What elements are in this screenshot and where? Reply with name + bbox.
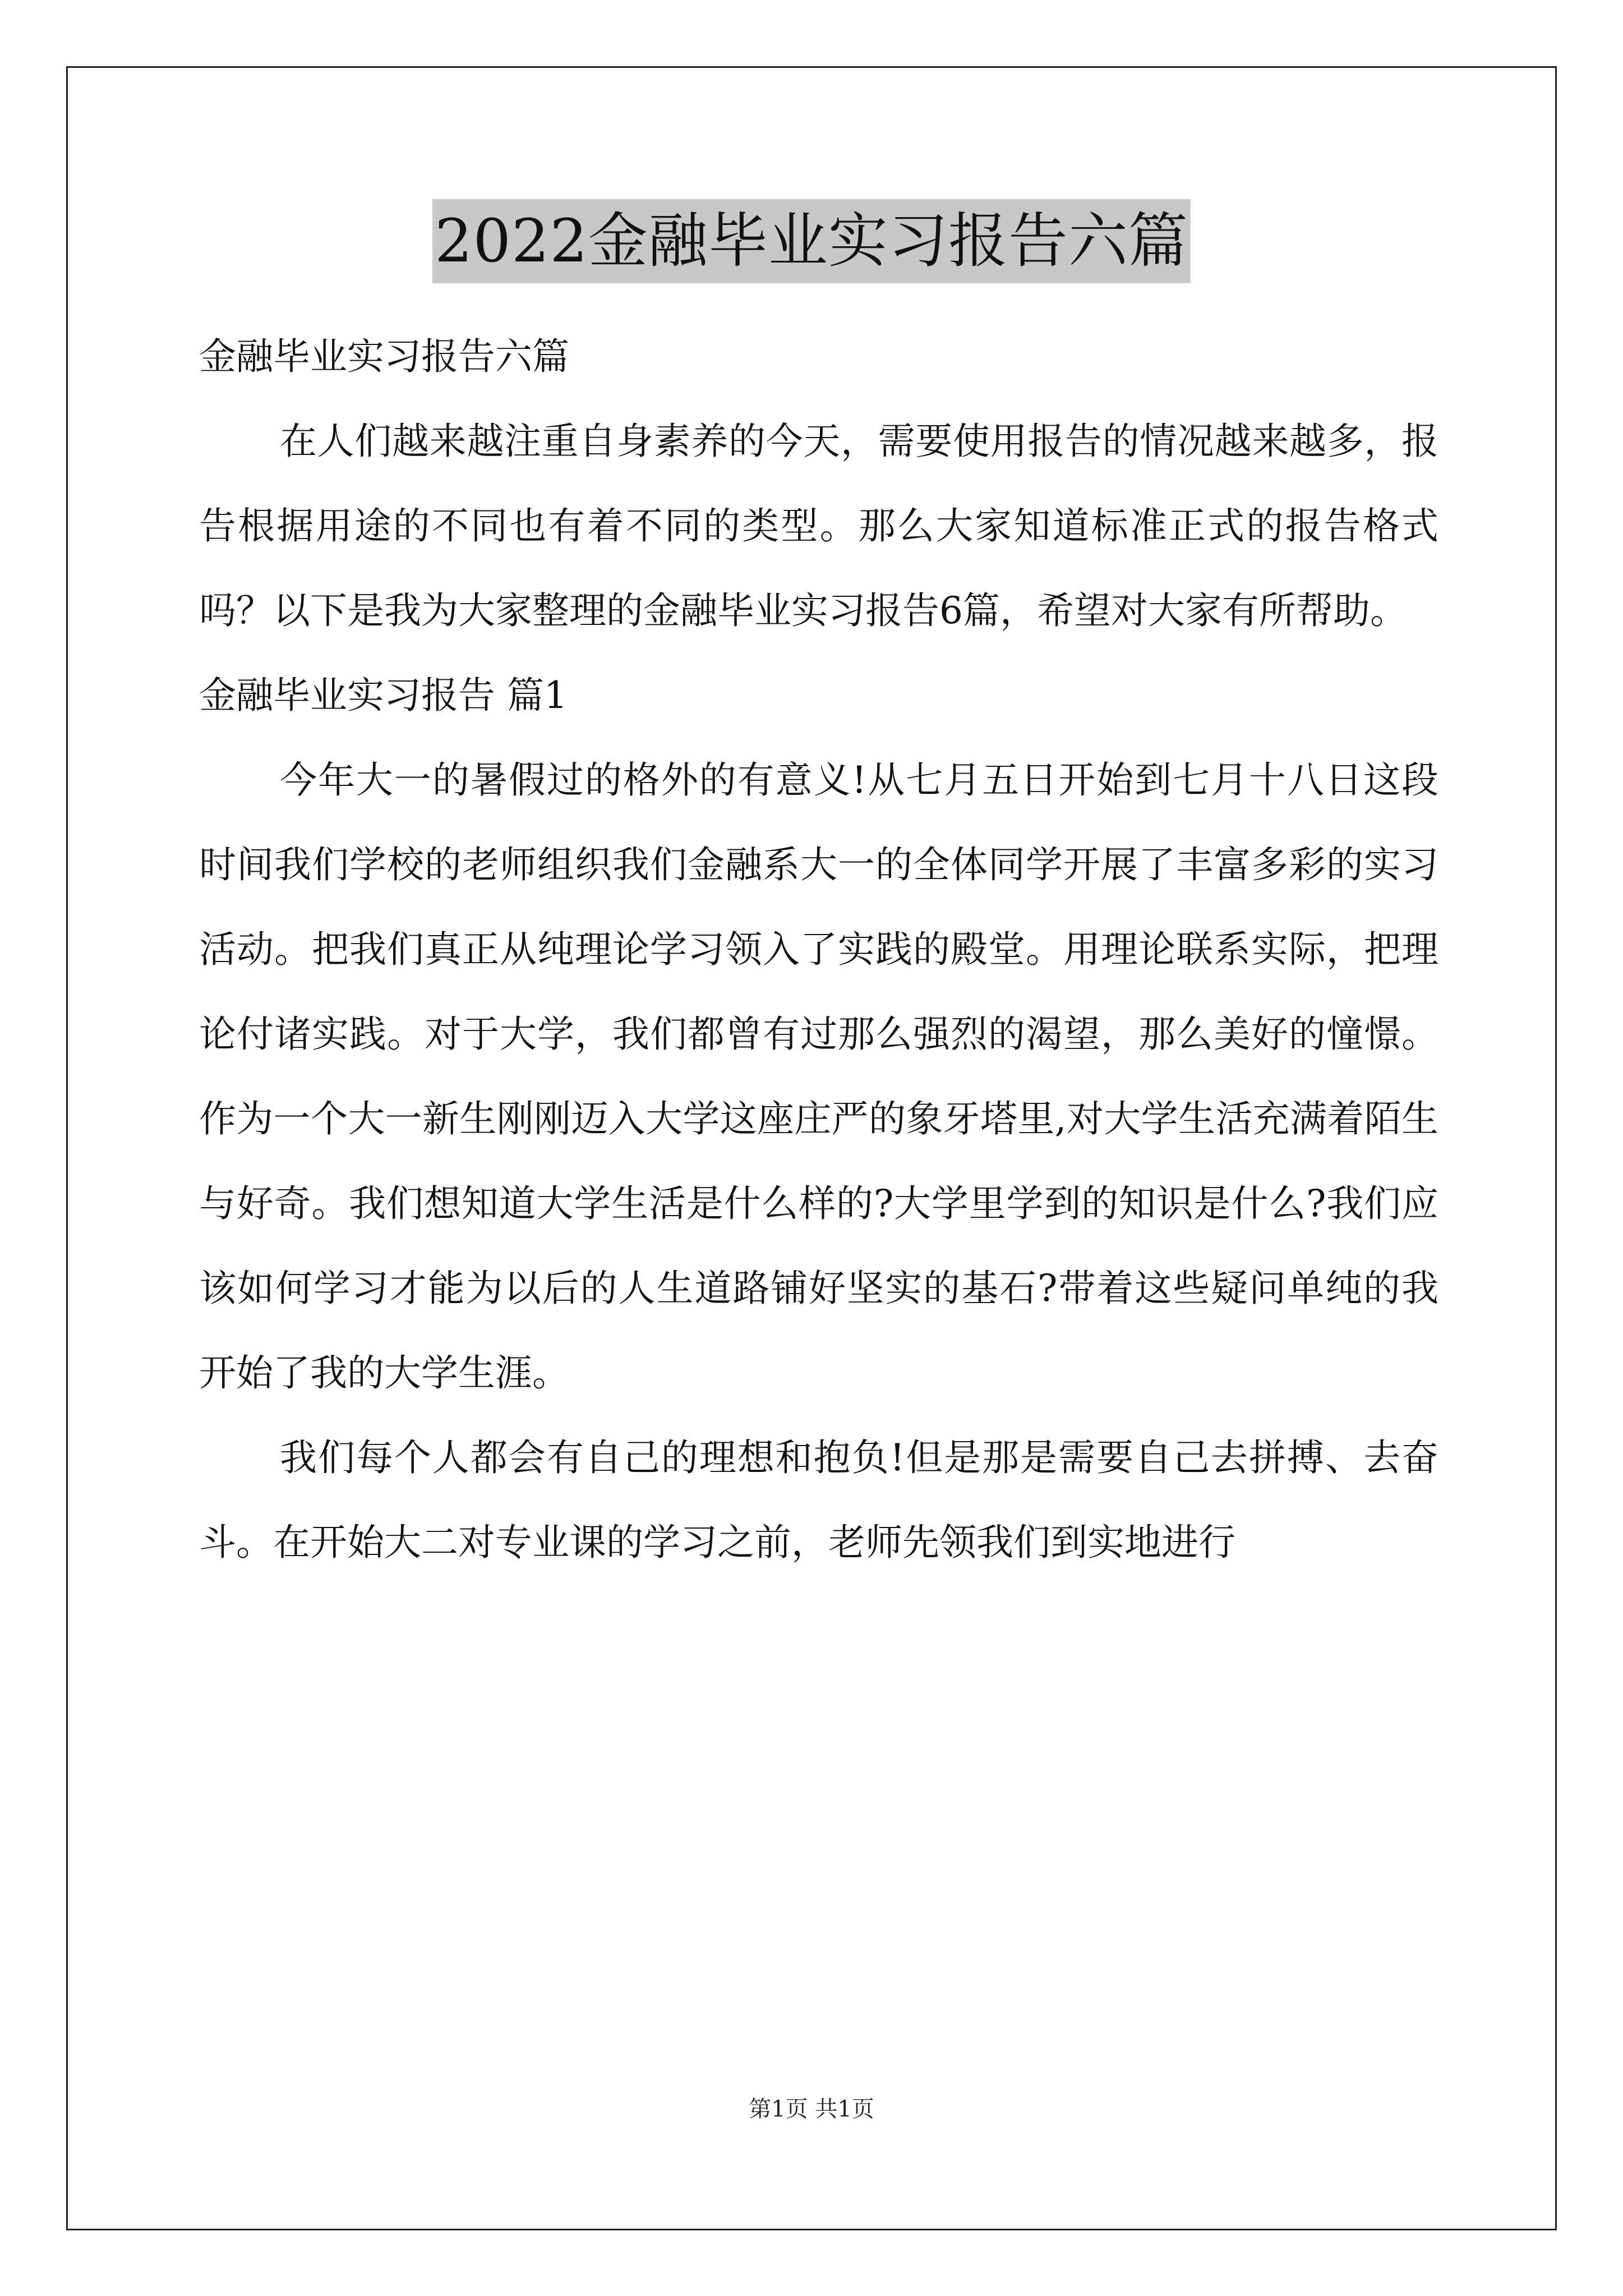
section-heading: 金融毕业实习报告 篇1 [199,674,568,717]
document-subtitle: 金融毕业实习报告六篇 [199,335,569,378]
title-container [0,199,1623,283]
document-title: 2022金融毕业实习报告六篇 [432,199,1191,283]
body-paragraph-2: 我们每个人都会有自己的理想和抱负!但是那是需要自己去拼搏、去奋斗。在开始大二对专业课的学习之前，老师先领我们到实地进行 [199,1436,1438,1564]
body-paragraph-1: 今年大一的暑假过的格外的有意义!从七月五日开始到七月十八日这段时间我们学校的老师组织我们金融系大一的全体同学开展了丰富多彩的实习活动。把我们真正从纯理论学习领入了实践的殿堂。用理论联系实际，把理论付诸实践。对于大学，我们都曾有过那么强烈的渴望，那么美好的憧憬。作为一个大一新生刚刚迈入大学这座庄严的象牙塔里,对大学生活充满着陌生与好奇。我们想知道大学生活是什么样的?大学里学到的知识是什么?我们应该如何学习才能为以后的人生道路铺好坚实的基石?带着这些疑问单纯的我开始了我的大学生涯。 [199,758,1438,1395]
intro-paragraph: 在人们越来越注重自身素养的今天，需要使用报告的情况越来越多，报告根据用途的不同也有着不同的类型。那么大家知道标准正式的报告格式吗？以下是我为大家整理的金融毕业实习报告6篇，希望对大家有所帮助。 [199,420,1438,632]
document-body [199,314,1438,1585]
page-footer: 第1页 共1页 [749,2096,874,2122]
